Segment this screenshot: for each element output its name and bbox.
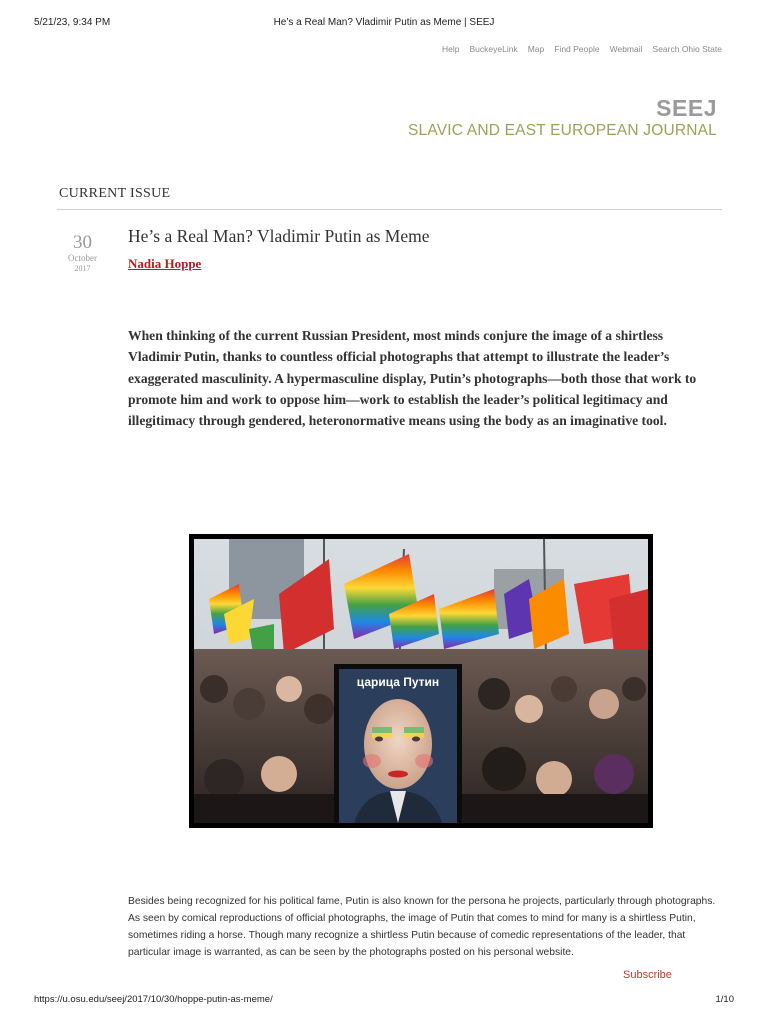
protest-photo-illustration <box>194 539 648 823</box>
print-page-number: 1/10 <box>715 994 734 1005</box>
protest-sign-text: царица Путин <box>356 675 440 689</box>
site-logo-text[interactable]: SEEJ <box>656 95 717 121</box>
section-label: CURRENT ISSUE <box>59 186 171 201</box>
section-divider <box>57 209 722 210</box>
utility-link-map[interactable]: Map <box>527 44 545 54</box>
utility-link-webmail[interactable]: Webmail <box>609 44 643 54</box>
site-brand[interactable] <box>408 95 717 141</box>
post-date-day: 30 <box>73 232 92 253</box>
subscribe-link[interactable]: Subscribe <box>623 969 672 981</box>
article-photo <box>189 534 653 828</box>
utility-link-help[interactable]: Help <box>442 44 460 54</box>
article-title: He’s a Real Man? Vladimir Putin as Meme <box>128 226 430 246</box>
post-date-year: 2017 <box>74 264 91 273</box>
print-page-title: He’s a Real Man? Vladimir Putin as Meme | SEEJ <box>273 17 495 28</box>
article-lead: When thinking of the current Russian President, most minds conjure the image of a shirtless Vladimir Putin, thanks to countless official photographs that attempt to illustrate the leader’s exaggerated masculinity. A hypermasculine display, Putin’s photographs—both those that work to promote him and work to oppose him—work to establish the leader’s political legitimacy and illegitimacy through gendered, heteronormative means using the body as an imaginative tool. <box>128 328 697 429</box>
print-datetime: 5/21/23, 9:34 PM <box>34 17 111 28</box>
utility-link-buckeyelink[interactable]: BuckeyeLink <box>469 44 518 54</box>
post-date <box>60 233 105 274</box>
print-url: https://u.osu.edu/seej/2017/10/30/hoppe-putin-as-meme/ <box>34 994 273 1005</box>
article-body: Besides being recognized for his political fame, Putin is also known for the persona he projects, particularly through photographs. As seen by comical reproductions of official photographs, the image of Putin that comes to mind for many is a shirtless Putin, sometimes riding a horse. Though many recognize a shirtless Putin because of comedic representations of the leader, that particular image is warranted, as can be seen by the photographs posted on his personal website. <box>128 896 716 958</box>
utility-nav <box>442 44 722 54</box>
site-tagline: SLAVIC AND EAST EUROPEAN JOURNAL <box>407 122 717 139</box>
post-date-month: October <box>68 253 97 263</box>
utility-link-search-ohio-state[interactable]: Search Ohio State <box>652 44 722 54</box>
utility-link-find-people[interactable]: Find People <box>554 44 600 54</box>
author-link[interactable]: Nadia Hoppe <box>128 256 202 271</box>
